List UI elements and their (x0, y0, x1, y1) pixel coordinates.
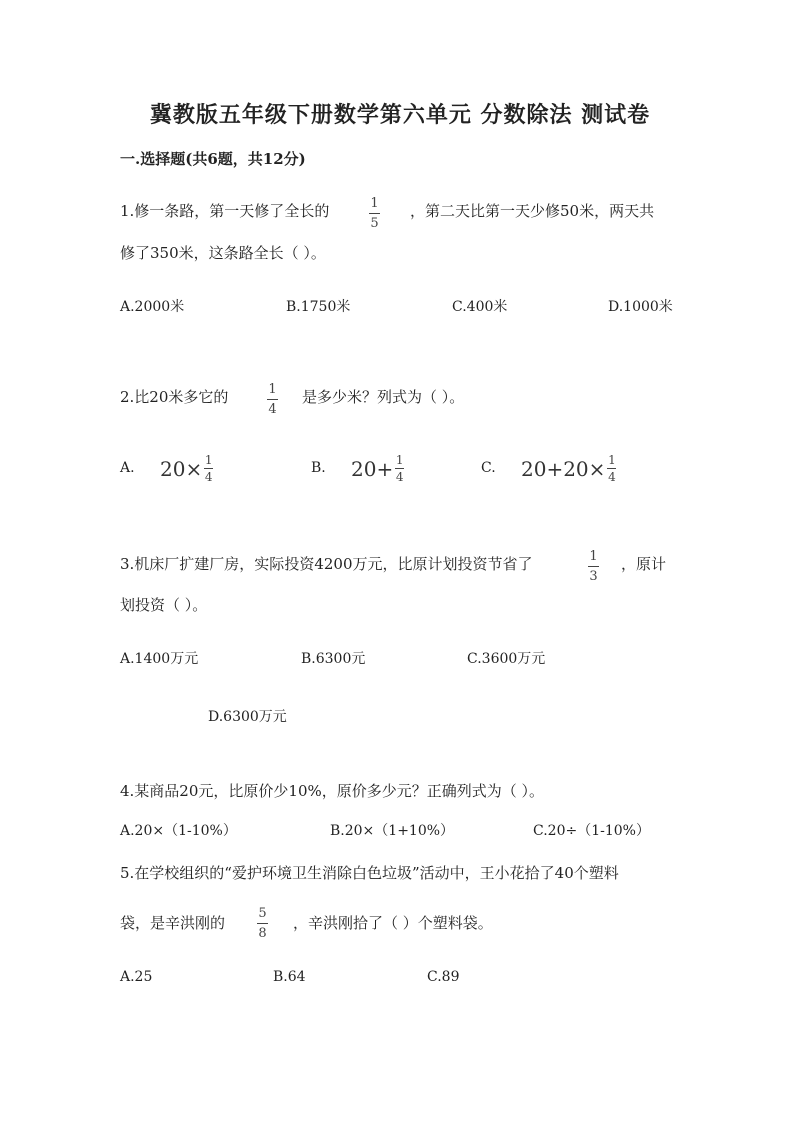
question-1-text-cont: ，第二天比第一天少修50米，两天共 (410, 202, 655, 220)
fraction-numerator: 1 (268, 382, 277, 397)
question-1-option-b[interactable]: B.1750米 (286, 299, 351, 315)
fraction-bar (369, 213, 380, 214)
fraction-numerator: 5 (258, 906, 267, 921)
question-3-option-a[interactable]: A.1400万元 (120, 651, 199, 667)
fraction-numerator: 1 (395, 453, 404, 467)
fraction-bar (257, 923, 268, 924)
question-3-text: 3.机床厂扩建厂房，实际投资4200万元，比原计划投资节省了 (120, 555, 533, 573)
fraction-numerator: 1 (589, 549, 598, 564)
question-5-text: 袋，是辛洪刚的 (120, 914, 226, 932)
question-4-option-b[interactable]: B.20×（1+10%） (330, 823, 455, 839)
question-3-option-c[interactable]: C.3600万元 (467, 651, 546, 667)
fraction-denominator: 4 (268, 402, 277, 417)
expression-text: 20+20× (521, 456, 606, 481)
fraction-numerator: 1 (370, 196, 379, 211)
question-5-option-a[interactable]: A.25 (120, 969, 153, 985)
question-3-line2: 划投资（ ）。 (120, 596, 208, 614)
expression-text: 20+ (351, 456, 394, 481)
question-2-text-cont: 是多少米？列式为（ ）。 (302, 388, 465, 406)
fraction-denominator: 5 (370, 216, 379, 231)
question-1-option-d[interactable]: D.1000米 (608, 299, 673, 315)
question-1-text: 1.修一条路，第一天修了全长的 (120, 202, 330, 220)
question-4-option-c[interactable]: C.20÷（1-10%） (533, 823, 650, 839)
question-1-line2: 修了350米，这条路全长（ ）。 (120, 244, 326, 262)
question-2-option-c-label[interactable]: C. (481, 460, 496, 476)
expression-fraction (204, 454, 213, 483)
section-heading: 一.选择题(共6题，共12分) (120, 150, 306, 168)
question-1-option-a[interactable]: A.2000米 (120, 299, 185, 315)
fraction-bar (395, 468, 404, 469)
question-4-text: 4.某商品20元，比原价少10%，原价多少元？正确列式为（ ）。 (120, 782, 545, 800)
question-5-option-c[interactable]: C.89 (427, 969, 460, 985)
question-2-option-b-label[interactable]: B. (311, 460, 326, 476)
question-3-fraction (588, 550, 599, 583)
fraction-numerator: 1 (608, 453, 616, 467)
fraction-denominator: 8 (258, 926, 267, 941)
fraction-bar (588, 566, 599, 567)
question-5-line1: 5.在学校组织的“爱护环境卫生消除白色垃圾”活动中，王小花拾了40个塑料 (120, 864, 619, 882)
question-2-option-c-expression[interactable] (521, 454, 616, 483)
question-5-option-b[interactable]: B.64 (273, 969, 306, 985)
question-2-option-b-expression[interactable] (351, 454, 404, 483)
fraction-denominator: 4 (204, 470, 213, 484)
question-3-option-b[interactable]: B.6300元 (301, 651, 366, 667)
question-1-fraction (369, 197, 380, 230)
fraction-bar (267, 399, 278, 400)
question-5-fraction (257, 907, 268, 940)
fraction-denominator: 4 (608, 470, 616, 484)
fraction-bar (204, 468, 213, 469)
question-1-option-c[interactable]: C.400米 (452, 299, 508, 315)
question-2-fraction (267, 383, 278, 416)
fraction-numerator: 1 (204, 453, 213, 467)
expression-fraction (607, 454, 616, 483)
question-3-option-d[interactable]: D.6300万元 (208, 709, 287, 725)
expression-fraction (395, 454, 404, 483)
fraction-bar (607, 468, 616, 469)
question-5-text-cont: ，辛洪刚拾了（ ）个塑料袋。 (293, 914, 493, 932)
question-2-option-a-label[interactable]: A. (120, 460, 135, 476)
question-4-option-a[interactable]: A.20×（1-10%） (120, 823, 237, 839)
page-title: 冀教版五年级下册数学第六单元 分数除法 测试卷 (149, 102, 651, 128)
fraction-denominator: 3 (589, 569, 598, 584)
fraction-denominator: 4 (395, 470, 404, 484)
expression-text: 20× (160, 456, 203, 481)
question-2-option-a-expression[interactable] (160, 454, 213, 483)
question-2-text: 2.比20米多它的 (120, 388, 229, 406)
question-3-text-cont: ，原计 (621, 555, 667, 573)
